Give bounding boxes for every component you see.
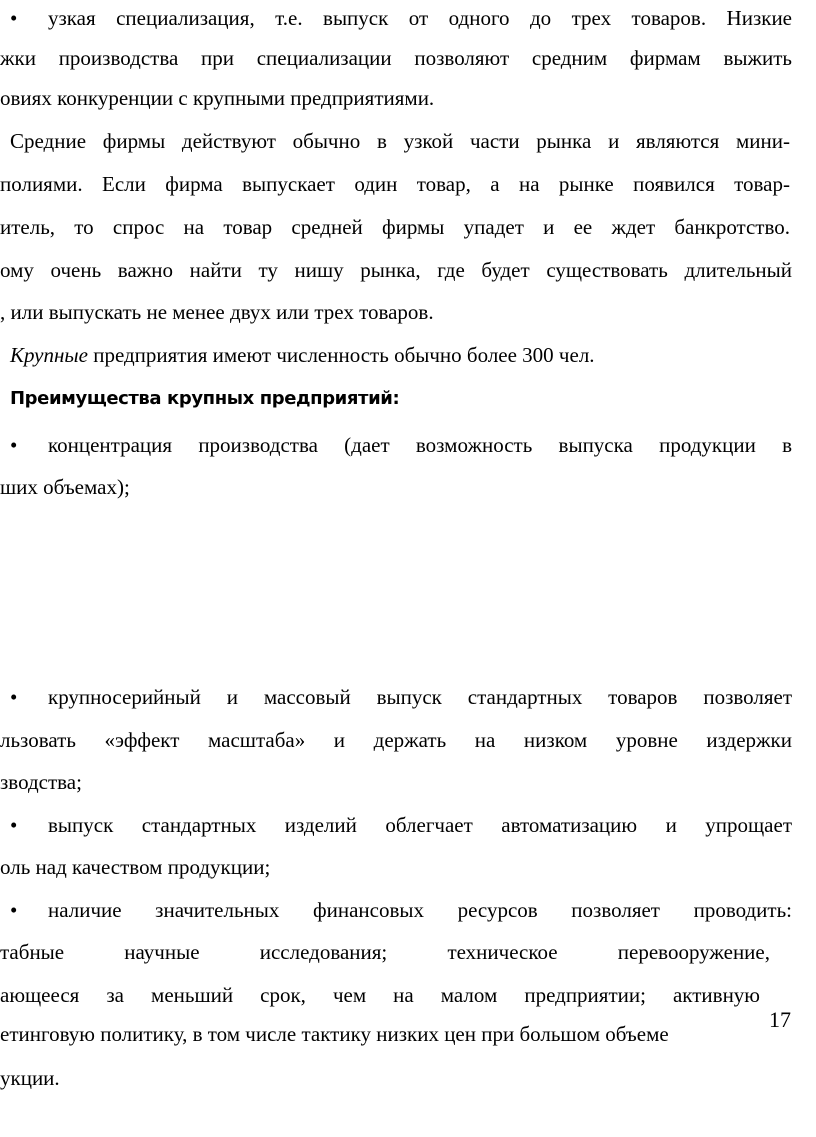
bullet-marker: • — [10, 6, 18, 30]
block2-line1: Средние фирмы действуют обычно в узкой части рынка и являются мини- — [10, 129, 790, 153]
bullet-marker: • — [10, 898, 18, 922]
large-enterprises-line — [10, 341, 595, 369]
bullet4-line2: табные научные исследования; техническое перевооружение, — [0, 940, 770, 964]
section-heading: Преимущества крупных предприятий: — [10, 388, 400, 409]
block1-line3: овиях конкуренции с крупными предприятиями. — [0, 86, 435, 110]
bullet2-line2: льзовать «эффект масштаба» и держать на низком уровне издержки — [0, 728, 792, 752]
bullet3-line2: оль над качеством продукции; — [0, 855, 271, 879]
block1-line2: жки производства при специализации позволяют средним фирмам выжить — [0, 46, 792, 70]
bullet4-line1: наличие значительных финансовых ресурсов позволяет проводить: — [48, 898, 792, 922]
bullet2-line1: крупносерийный и массовый выпуск стандартных товаров позволяет — [48, 685, 792, 709]
bullet4-line5: укции. — [0, 1066, 60, 1090]
page-number: 17 — [769, 1007, 791, 1032]
bullet1-line1: концентрация производства (дает возможность выпуска продукции в — [48, 433, 792, 457]
bullet3-line1: выпуск стандартных изделий облегчает автоматизацию и упрощает — [48, 813, 792, 837]
bullet-marker: • — [10, 685, 18, 709]
block2-line4: ому очень важно найти ту нишу рынка, где будет существовать длительный — [0, 258, 792, 282]
block2-line3: итель, то спрос на товар средней фирмы упадет и ее ждет банкротство. — [0, 215, 790, 239]
large-italic-word: Крупные — [10, 343, 88, 367]
block2-line5: , или выпускать не менее двух или трех товаров. — [0, 300, 434, 324]
large-rest: предприятия имеют численность обычно более 300 чел. — [87, 343, 595, 367]
bullet4-line3: ающееся за меньший срок, чем на малом предприятии; активную — [0, 983, 760, 1007]
bullet2-line3: зводства; — [0, 770, 82, 794]
bullet4-line4: етинговую политику, в том числе тактику низких цен при большом объеме — [0, 1022, 669, 1046]
bullet-marker: • — [10, 433, 18, 457]
block2-line2: полиями. Если фирма выпускает один товар, а на рынке появился товар- — [0, 172, 790, 196]
block1-line1: узкая специализация, т.е. выпуск от одного до трех товаров. Низкие — [48, 6, 792, 30]
bullet1-line2: ших объемах); — [0, 475, 130, 499]
bullet-marker: • — [10, 813, 18, 837]
